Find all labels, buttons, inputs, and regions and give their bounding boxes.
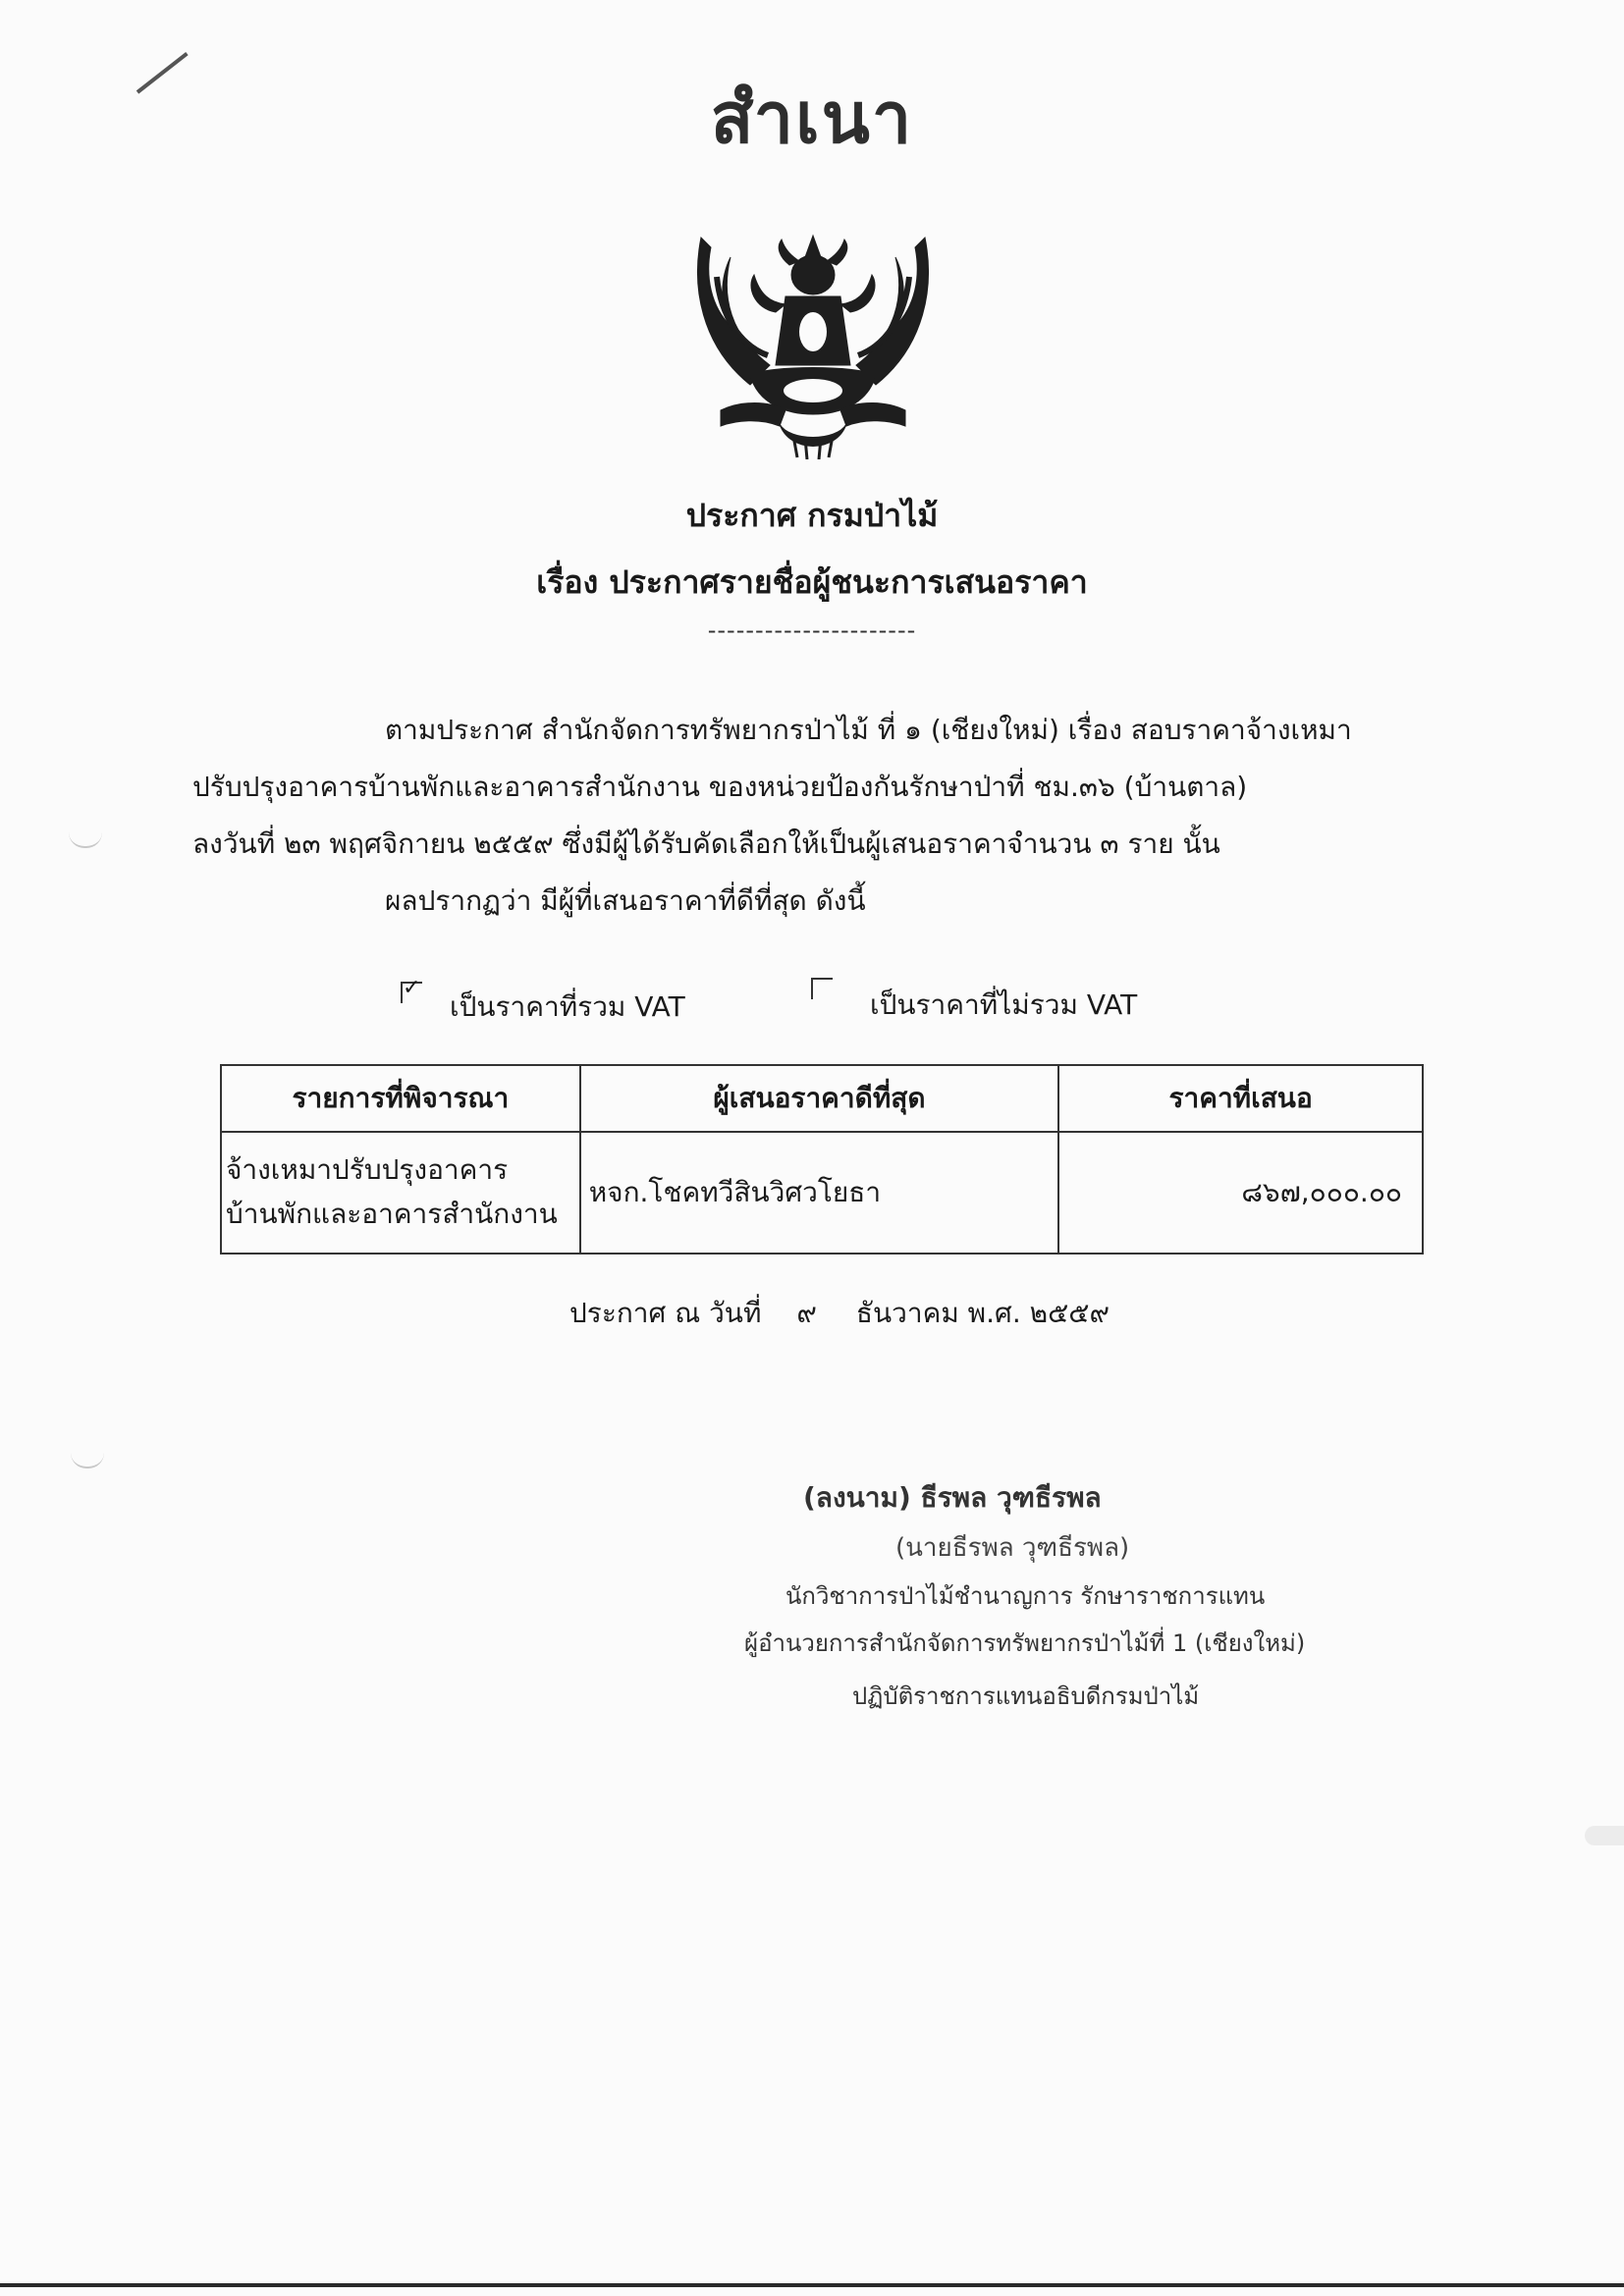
body-line-4: ผลปรากฏว่า มีผู้ที่เสนอราคาที่ดีที่สุด ดังนี้	[385, 884, 866, 917]
signature-name: (นายธีรพล วุฑธีรพล)	[895, 1533, 1130, 1563]
cell-item-line-1: จ้างเหมาปรับปรุงอาคาร	[226, 1153, 509, 1187]
date-prefix: ประกาศ ณ วันที่	[569, 1297, 762, 1329]
table-row	[221, 1132, 1423, 1254]
winner-table	[220, 1064, 1424, 1255]
vat-exclude-label: เป็นราคาที่ไม่รวม VAT	[870, 988, 1138, 1021]
signature-position-2: ผู้อำนวยการสำนักจัดการทรัพยากรป่าไม้ที่ 1 (เชียงใหม่)	[744, 1629, 1306, 1657]
scan-bottom-edge	[0, 2283, 1624, 2287]
copy-stamp: สำเนา	[710, 77, 914, 159]
body-line-2: ปรับปรุงอาคารบ้านพักและอาคารสำนักงาน ของหน่วยป้องกันรักษาป่าที่ ชม.๓๖ (บ้านตาล)	[192, 771, 1248, 803]
signature-position-3: ปฏิบัติราชการแทนอธิบดีกรมป่าไม้	[852, 1682, 1200, 1710]
header-item: รายการที่พิจารณา	[221, 1065, 580, 1132]
announcement-title: ประกาศ กรมป่าไม้	[685, 497, 939, 534]
announcement-date	[569, 1292, 1110, 1335]
cell-item-line-2: บ้านพักและอาคารสำนักงาน	[226, 1198, 558, 1230]
punch-hole-mark	[69, 832, 102, 848]
punch-hole-mark	[71, 1453, 104, 1468]
garuda-emblem-icon	[691, 218, 935, 459]
vat-exclude-checkbox[interactable]	[811, 978, 833, 999]
body-line-3: ลงวันที่ ๒๓ พฤศจิกายน ๒๕๕๙ ซึ่งมีผู้ได้รับคัดเลือกให้เป็นผู้เสนอราคาจำนวน ๓ ราย นั้น	[192, 828, 1220, 860]
scan-edge-mark	[1585, 1826, 1624, 1845]
check-mark-icon: ✓	[403, 976, 421, 1000]
cell-winner: หจก.โชคทวีสินวิศวโยธา	[580, 1132, 1059, 1254]
date-day: ๙	[796, 1297, 817, 1329]
cell-price: ๘๖๗,๐๐๐.๐๐	[1058, 1132, 1423, 1254]
signature-signed: (ลงนาม) ธีรพล วุฑธีรพล	[803, 1481, 1102, 1514]
header-price: ราคาที่เสนอ	[1058, 1065, 1423, 1132]
signature-position-1: นักวิชาการป่าไม้ชำนาญการ รักษาราชการแทน	[785, 1582, 1266, 1610]
announcement-subject: เรื่อง ประกาศรายชื่อผู้ชนะการเสนอราคา	[536, 563, 1088, 601]
vat-include-label: เป็นราคาที่รวม VAT	[450, 990, 685, 1023]
header-winner: ผู้เสนอราคาดีที่สุด	[580, 1065, 1059, 1132]
body-line-1: ตามประกาศ สำนักจัดการทรัพยากรป่าไม้ ที่ ๑ (เชียงใหม่) เรื่อง สอบราคาจ้างเหมา	[385, 714, 1352, 746]
date-month-year: ธันวาคม พ.ศ. ๒๕๕๙	[855, 1297, 1110, 1329]
cell-item	[221, 1132, 580, 1254]
title-divider: ----------------------	[707, 616, 917, 644]
table-header-row	[221, 1065, 1423, 1132]
